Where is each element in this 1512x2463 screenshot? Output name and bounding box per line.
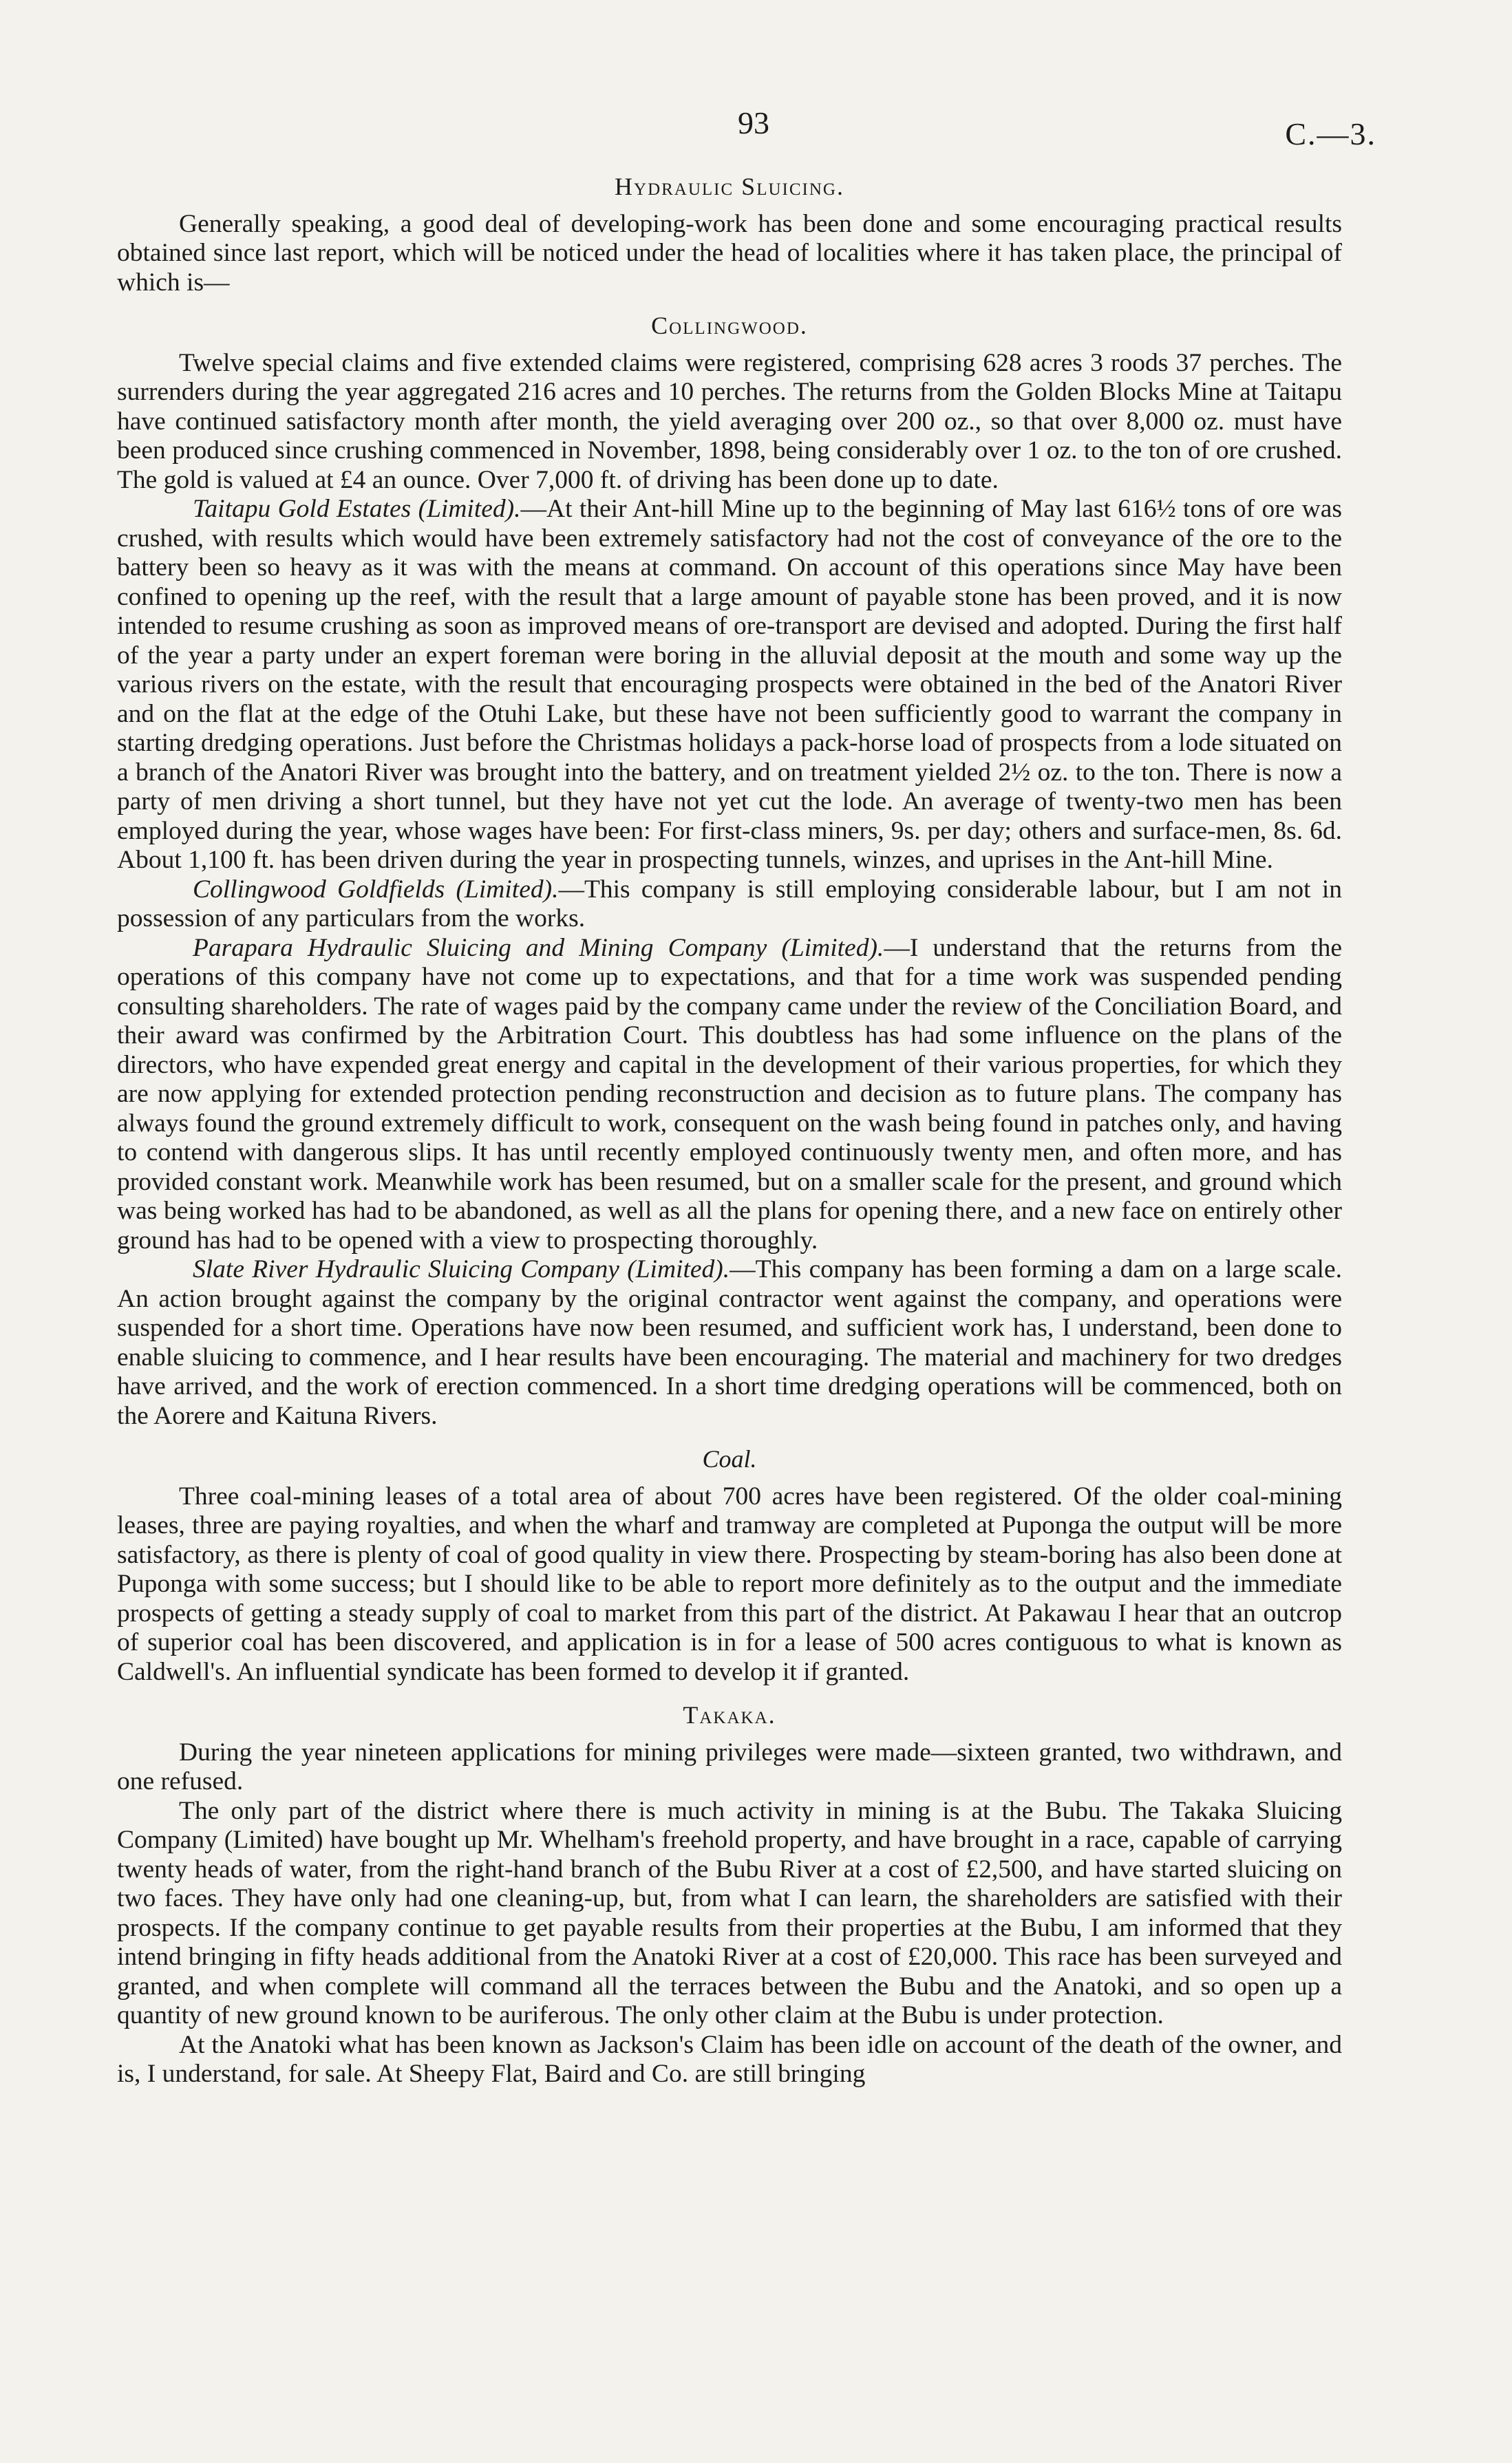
paragraph-takaka-bubu: The only part of the district where there is much activity in mining is at the Bubu. The Takaka Sluicing Company (Limited) have bought up Mr. Whelham's freehold property, and have brought in a race, capable of carrying twenty heads of water, from the right-hand branch of the Bubu River at a cost of £2,500, and have started sluicing on two faces. They have only had one cleaning-up, but, from what I can learn, the shareholders are satisfied with their prospects. If the company continue to get payable results from their properties at the Bubu, I am informed that they intend bringing in fifty heads additional from the Anatoki River at a cost of £20,000. This race has been surveyed and granted, and when complete will command all the terraces between the Bubu and the Anatoki, and so open up a quantity of new ground known to be auriferous. The only other claim at the Bubu is under protection. bbox=[117, 1796, 1342, 2029]
paragraph-coal: Three coal-mining leases of a total area of about 700 acres have been registered. Of the older coal-mining leases, three are paying royalties, and when the wharf and tramway are completed at Puponga the output will be more satisfactory, as there is plenty of coal of good quality in view there. Prospecting by steam-boring has also been done at Puponga with some success; but I should like to be able to report more definitely as to the output and the immediate prospects of getting a steady supply of coal to market from this part of the district. At Pakawau I hear that an outcrop of superior coal has been discovered, and application is in for a lease of 500 acres contiguous to what is known as Caldwell's. An influential syndicate has been formed to develop it if granted. bbox=[117, 1482, 1342, 1686]
paragraph-taitapu bbox=[117, 495, 1342, 875]
paragraph-taitapu-text: —At their Ant-hill Mine up to the beginning of May last 616½ tons of ore was crushed, with results which would have been extremely satisfactory had not the cost of conveyance of the ore to the battery been so heavy as it was with the means at command. On account of this operations since May have been confined to opening up the reef, with the result that a large amount of payable stone has been proved, and it is now intended to resume crushing as soon as improved means of ore-transport are devised and adopted. During the first half of the year a party under an expert foreman were boring in the alluvial deposit at the mouth and some way up the various rivers on the estate, with the result that encouraging prospects were obtained in the bed of the Anatori River and on the flat at the edge of the Otuhi Lake, but these have not been sufficiently good to warrant the company in starting dredging operations. Just before the Christmas holidays a pack-horse load of prospects from a lode situated on a branch of the Anatori River was brought into the battery, and on treatment yielded 2½ oz. to the ton. There is now a party of men driving a short tunnel, but they have not yet cut the lode. An average of twenty-two men has been employed during the year, whose wages have been: For first-class miners, 9s. per day; others and surface-men, 8s. 6d. About 1,100 ft. has been driven during the year in prospecting tunnels, winzes, and uprises in the Ant-hill Mine. bbox=[117, 495, 1342, 874]
company-name-collingwood-goldfields: Collingwood Goldfields (Limited). bbox=[193, 875, 559, 904]
paragraph-slate-river bbox=[117, 1255, 1342, 1431]
paragraph-parapara bbox=[117, 934, 1342, 1256]
company-name-taitapu: Taitapu Gold Estates (Limited). bbox=[193, 495, 521, 523]
company-name-slate-river: Slate River Hydraulic Sluicing Company (Limited). bbox=[193, 1255, 730, 1283]
heading-takaka: Takaka. bbox=[683, 1701, 776, 1729]
paragraph-collingwood-claims: Twelve special claims and five extended claims were registered, comprising 628 acres 3 roods 37 perches. The surrenders during the year aggregated 216 acres and 10 perches. The returns from the Golden Blocks Mine at Taitapu have continued satisfactory month after month, the yield averaging over 200 oz., so that over 8,000 oz. must have been produced since crushing commenced in November, 1898, being considerably over 1 oz. to the ton of ore crushed. The gold is valued at £4 an ounce. Over 7,000 ft. of driving has been done up to date. bbox=[117, 348, 1342, 494]
paragraph-parapara-text: —I understand that the returns from the operations of this company have not come up to expectations, and that for a time work was suspended pending consulting shareholders. The rate of wages paid by the company came under the review of the Conciliation Board, and their award was confirmed by the Arbitration Court. This doubtless has had some influence on the plans of the directors, who have expended great energy and capital in the development of their various properties, for which they are now applying for extended protection pending reconstruction and decision as to future plans. The company has always found the ground extremely difficult to work, consequent on the wash being found in patches only, and having to contend with dangerous slips. It has until recently employed continuously twenty men, and often more, and has provided constant work. Meanwhile work has been resumed, but on a smaller scale for the present, and ground which was being worked has had to be abandoned, as well as all the plans for opening there, and a new face on entirely other ground has had to be opened with a view to prospecting thoroughly. bbox=[117, 933, 1342, 1255]
paragraph-hydraulic-intro: Generally speaking, a good deal of developing-work has been done and some encouraging practical results obtained since last report, which will be noticed under the head of localities where it has taken place, the principal of which is— bbox=[117, 209, 1342, 297]
page-body bbox=[117, 172, 1342, 2089]
document-reference: C.—3. bbox=[1285, 116, 1376, 151]
paragraph-takaka-anatoki: At the Anatoki what has been known as Jackson's Claim has been idle on account of the death of the owner, and is, I understand, for sale. At Sheepy Flat, Baird and Co. are still bringing bbox=[117, 2030, 1342, 2088]
company-name-parapara: Parapara Hydraulic Sluicing and Mining Company (Limited). bbox=[193, 933, 884, 962]
paragraph-collingwood-goldfields-text: —This company is still employing considerable labour, but I am not in possession of any particulars from the works. bbox=[117, 875, 1342, 932]
paragraph-slate-river-text: —This company has been forming a dam on a large scale. An action brought against the company by the original contractor went against the company, and operations were suspended for a short time. Operations have now been resumed, and sufficient work has, I understand, been done to enable sluicing to commence, and I hear results have been encouraging. The material and machinery for two dredges have arrived, and the work of erection commenced. In a short time dredging operations will be commenced, both on the Aorere and Kaituna Rivers. bbox=[117, 1255, 1342, 1430]
heading-collingwood: Collingwood. bbox=[651, 312, 808, 339]
page-number: 93 bbox=[738, 105, 769, 140]
paragraph-takaka-applications: During the year nineteen applications for mining privileges were made—sixteen granted, two withdrawn, and one refused. bbox=[117, 1738, 1342, 1795]
heading-coal: Coal. bbox=[702, 1445, 757, 1473]
heading-hydraulic-sluicing: Hydraulic Sluicing. bbox=[615, 173, 844, 200]
paragraph-collingwood-goldfields bbox=[117, 875, 1342, 934]
